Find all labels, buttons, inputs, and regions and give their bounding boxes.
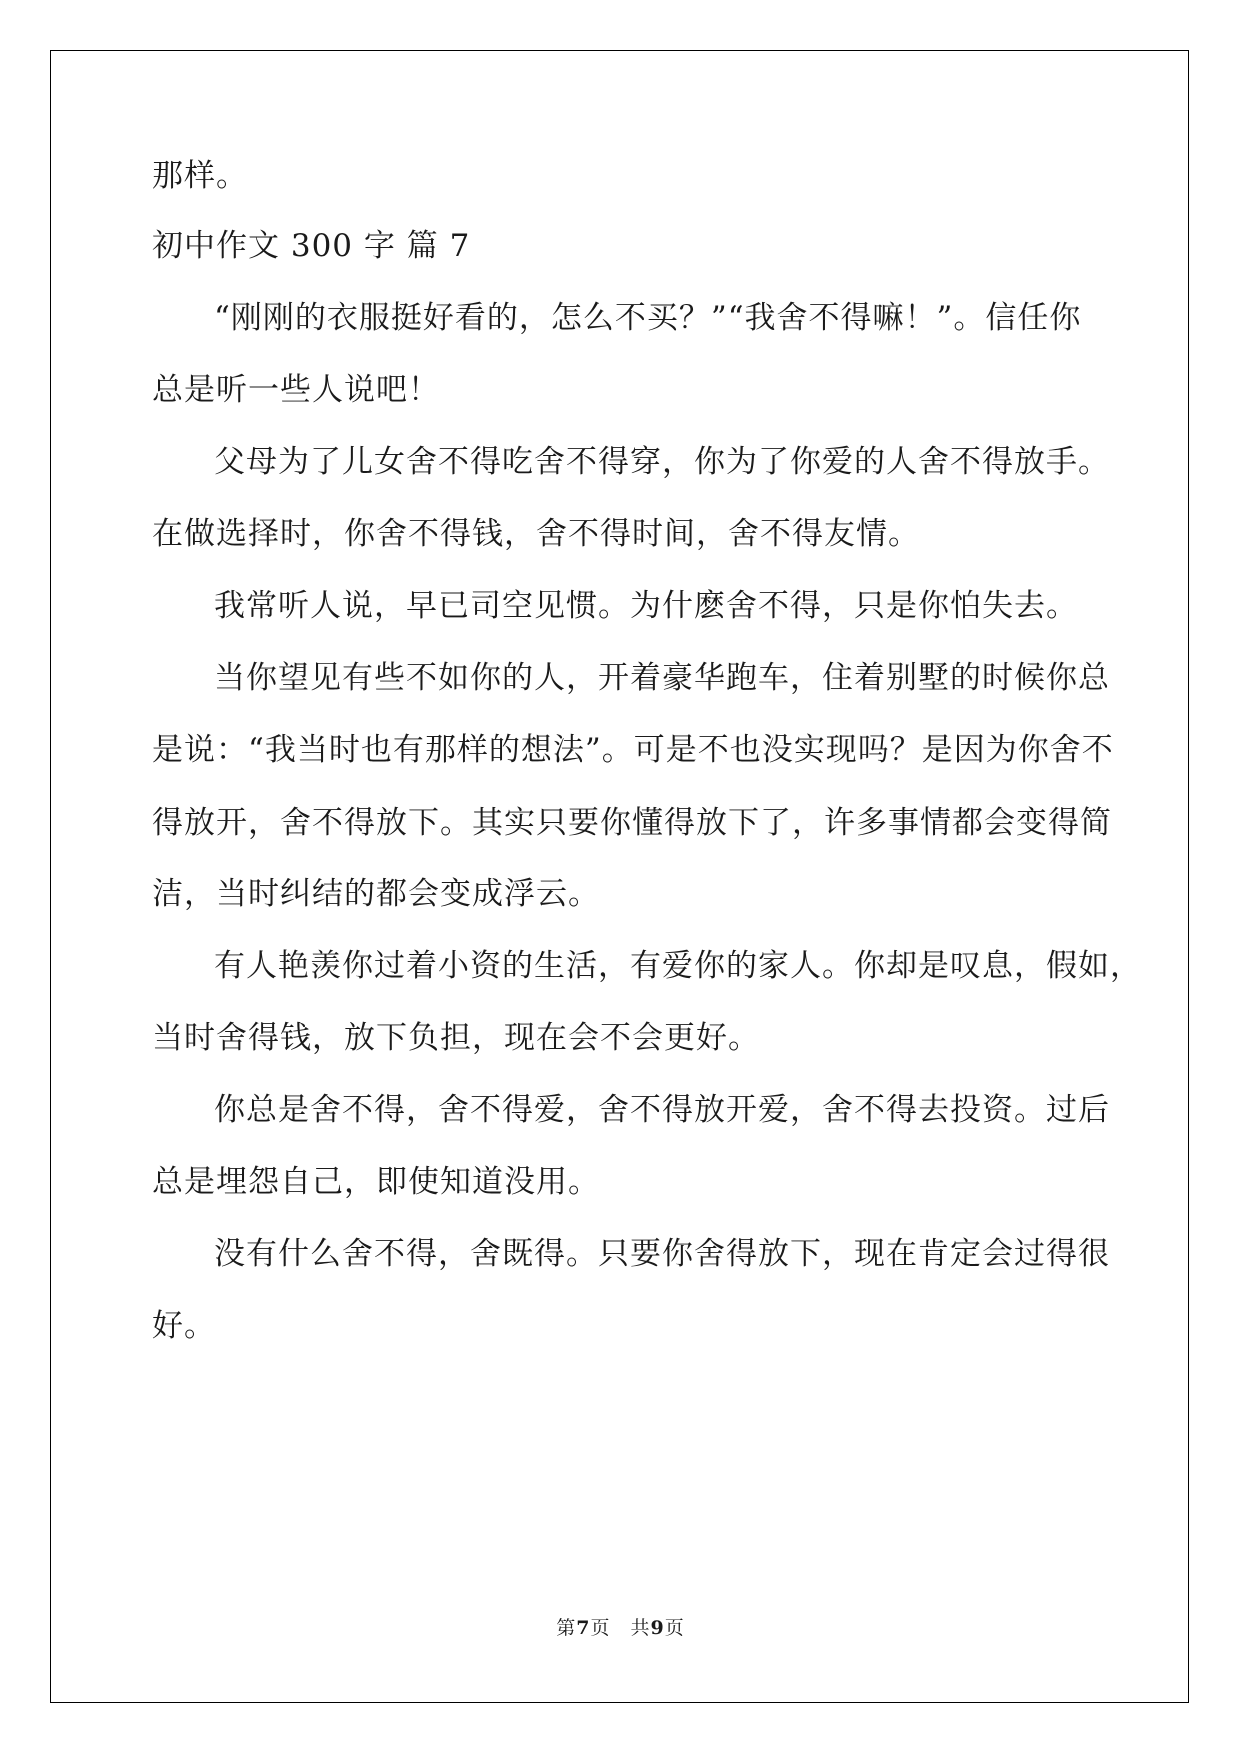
text-line: 你总是舍不得，舍不得爱，舍不得放开爱，舍不得去投资。过后 <box>214 1092 1110 1128</box>
text-line: 没有什么舍不得，舍既得。只要你舍得放下，现在肯定会过得很 <box>214 1236 1110 1272</box>
text-line: 我常听人说，早已司空见惯。为什麽舍不得，只是你怕失去。 <box>214 588 1078 624</box>
text-line: 父母为了儿女舍不得吃舍不得穿，你为了你爱的人舍不得放手。 <box>214 444 1110 480</box>
text-line: 当你望见有些不如你的人，开着豪华跑车，住着别墅的时候你总 <box>214 660 1110 696</box>
text-line: 得放开，舍不得放下。其实只要你懂得放下了，许多事情都会变得简 <box>152 805 1112 841</box>
text-line: 有人艳羡你过着小资的生活，有爱你的家人。你却是叹息，假如， <box>214 948 1142 984</box>
text-line: 总是听一些人说吧！ <box>152 372 440 408</box>
footer-prefix: 第 <box>556 1617 577 1639</box>
text-line: 洁，当时纠结的都会变成浮云。 <box>152 876 600 912</box>
text-line: 总是埋怨自己，即使知道没用。 <box>152 1164 600 1200</box>
text-line: 好。 <box>152 1308 216 1344</box>
text-line: “刚刚的衣服挺好看的，怎么不买？”“我舍不得嘛！”。信任你 <box>214 300 1082 336</box>
section-heading: 初中作文 300 字 篇 7 <box>152 228 471 264</box>
footer-middle: 页 共 <box>590 1617 651 1639</box>
footer-suffix: 页 <box>664 1617 685 1639</box>
page-footer <box>0 1616 1241 1640</box>
text-line: 那样。 <box>152 158 248 194</box>
current-page-number: 7 <box>576 1617 591 1639</box>
text-line: 当时舍得钱，放下负担，现在会不会更好。 <box>152 1020 760 1056</box>
text-line: 在做选择时，你舍不得钱，舍不得时间，舍不得友情。 <box>152 516 920 552</box>
text-line: 是说：“我当时也有那样的想法”。可是不也没实现吗？是因为你舍不 <box>152 732 1114 768</box>
total-pages-number: 9 <box>650 1617 665 1639</box>
